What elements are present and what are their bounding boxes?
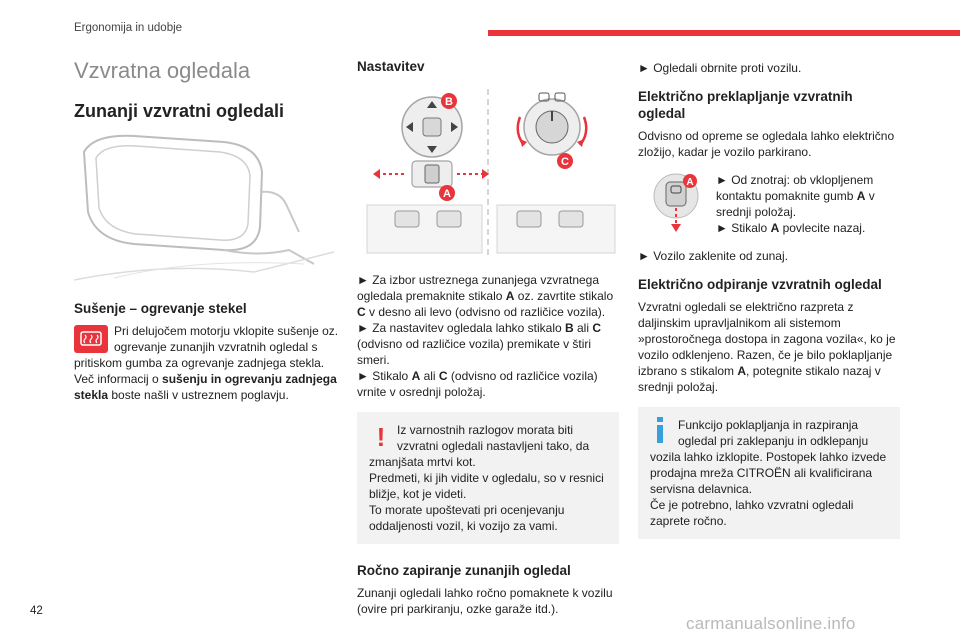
section-heading-exterior-mirrors: Zunanji vzvratni ogledali — [74, 101, 285, 121]
fold-step-2: ► Stikalo A povlecite nazaj. — [716, 221, 866, 235]
warning-box — [357, 412, 619, 544]
label-a: A — [443, 188, 451, 200]
warning-text-2: Predmeti, ki jih vidite v ogledalu, so v resnici bližje, kot je videti. — [369, 471, 604, 501]
section-tag: Ergonomija in udobje — [74, 22, 183, 34]
electric-unfold-heading: Električno odpiranje vzvratnih ogledal — [638, 277, 882, 292]
warning-icon: ! — [376, 422, 386, 452]
adjust-step-1: ► Za izbor ustreznega zunanjega vzvratnega ogledala premaknite stikalo A oz. zavrtite stikalo C v desno ali levo (odvisno od različice vozila). — [357, 273, 614, 319]
fold-label-a: A — [686, 177, 694, 188]
info-box — [638, 407, 900, 539]
info-text-1: Funkcijo poklapljanja in razpiranja ogledal pri zaklepanju in odklepanju vozila lahko izklopite. Postopek lahko izvede prodajna mreža CITROËN ali kvalificirana servisna delavnica. — [650, 418, 887, 496]
manual-fold-text: Zunanji ogledali lahko ročno pomaknete k vozilu (ovire pri parkiranju, ozke garaže itd.). — [357, 586, 613, 616]
electric-unfold-text: Vzvratni ogledali se električno razpreta z daljinskim upravljalnikom ali sistemom »prostoročnega dostopa in zagona vozila«, ko je vozilo odklenjeno. Razen, če je bilo poklapljanje izbrano s stikalom A, potegnite stikalo nazaj v srednji položaj. — [638, 300, 896, 394]
adjust-step-3: ► Stikalo A ali C (odvisno od različice vozila) vrnite v osrednji položaj. — [357, 369, 598, 399]
electric-fold-intro: Odvisno od opreme se ogledala lahko električno zložijo, kadar je vozilo parkirano. — [638, 129, 895, 159]
fold-switch-icon — [652, 172, 710, 234]
adjustment-heading: Nastavitev — [357, 59, 425, 74]
exterior-mirror-illustration — [74, 132, 334, 282]
page-number: 42 — [30, 605, 43, 617]
lock-vehicle-text: ► Vozilo zaklenite od zunaj. — [638, 249, 788, 263]
defrost-heading: Sušenje – ogrevanje stekel — [74, 301, 247, 316]
mirror-controls-illustration — [357, 85, 619, 260]
defrost-block — [74, 323, 342, 371]
warning-text-1: Iz varnostnih razlogov morata biti vzvratni ogledali nastavljeni tako, da zmanjšata mrtvi kot. — [369, 423, 590, 469]
watermark: carmanualsonline.info — [686, 614, 856, 633]
defrost-more-info: Več informacij o sušenju in ogrevanju zadnjega stekla boste našli v ustreznem poglavju. — [74, 372, 337, 402]
label-c: C — [561, 156, 569, 168]
header-accent-bar — [488, 30, 960, 36]
fold-steps-block — [638, 172, 900, 238]
electric-fold-heading: Električno preklapljanje vzvratnih ogledal — [638, 89, 853, 121]
rear-defrost-icon — [74, 325, 108, 353]
column-1 — [74, 54, 342, 403]
defrost-text: Pri delujočem motorju vklopite sušenje oz. ogrevanje zunanjih vzvratnih ogledal s pritiskom gumba za ogrevanje zadnjega stekla. — [74, 324, 339, 370]
info-icon — [650, 417, 674, 447]
column-2 — [357, 54, 619, 617]
info-text-2: Če je potrebno, lahko vzvratni ogledali zaprete ročno. — [650, 498, 854, 528]
page-title: Vzvratna ogledala — [74, 58, 251, 83]
adjust-step-2: ► Za nastavitev ogledala lahko stikalo B ali C (odvisno od različice vozila) premikate v štiri smeri. — [357, 321, 602, 367]
column-3 — [638, 54, 900, 539]
manual-fold-heading: Ročno zapiranje zunanjih ogledal — [357, 563, 571, 578]
label-b: B — [445, 96, 453, 108]
fold-step-1: ► Od znotraj: ob vklopljenem kontaktu pomaknite gumb A v srednji položaj. — [716, 173, 875, 219]
warning-text-3: To morate upoštevati pri ocenjevanju oddaljenosti vozil, ki vozijo za vami. — [369, 503, 565, 533]
turn-mirrors-text: ► Ogledali obrnite proti vozilu. — [638, 61, 802, 75]
